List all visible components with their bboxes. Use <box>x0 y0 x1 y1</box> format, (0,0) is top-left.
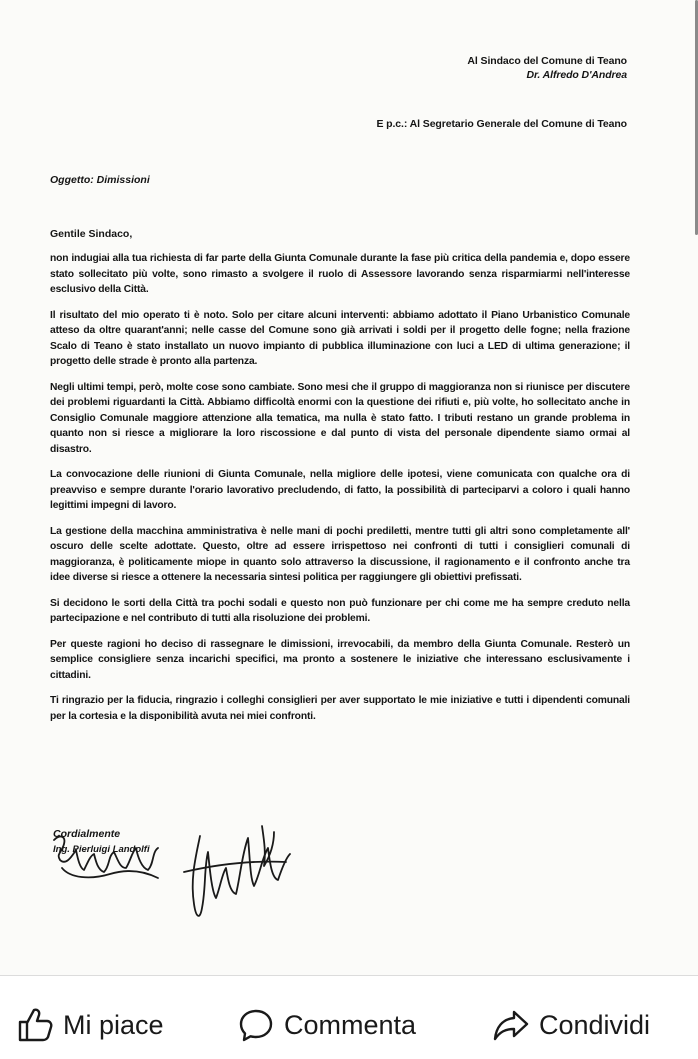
paragraph: La gestione della macchina amministrativa è nelle mani di pochi prediletti, mentre tutti gli altri sono completamente all' oscuro delle scelte adottate. Questo, oltre ad essere irrispettoso nei confronti di tutti i consiglieri comunali di maggioranza, è politicamente miope in quanto solo attraverso la discussione, il ragionamento e il confronto anche tra idee diverse si riesce a ottenere la necessaria sintesi politica per raggiungere gli obiettivi prefissati. <box>50 525 630 583</box>
divider <box>0 975 698 976</box>
letter-body <box>50 251 630 734</box>
paragraph: Negli ultimi tempi, però, molte cose sono cambiate. Sono mesi che il gruppo di maggioranza non si riunisce per discutere dei problemi riguardanti la Città. Abbiamo difficoltà enormi con la questione dei rifiuti e, più volte, ho sollecitato anche in Consiglio Comunale maggiore attenzione alla tematica, ma nulla è stato fatto. I tributi restano un grande problema in quanto non si riesce a migliorare la loro riscossione e dal punto di vista del personale dipendente siamo ormai al disastro. <box>50 381 630 455</box>
paragraph: non indugiai alla tua richiesta di far parte della Giunta Comunale durante la fase più critica della pandemia e, dopo essere stato sollecitato più volte, sono rimasto a svolgere il ruolo di Assessore lavorando senza risparmiarmi nell'interesse esclusivo della Città. <box>50 253 630 295</box>
signature-block <box>50 808 350 928</box>
paragraph: Ti ringrazio per la fiducia, ringrazio i colleghi consiglieri per aver supportato le mie iniziative e tutti i dipendenti comunali per la cortesia e la disponibilità avuta nei miei confronti. <box>50 695 630 722</box>
paragraph: Per queste ragioni ho deciso di rassegnare le dimissioni, irrevocabili, da membro della Giunta Comunale. Resterò un semplice consigliere senza incarichi specifici, ma pronto a sostenere le iniziative che interessano esclusivamente i cittadini. <box>50 638 630 681</box>
share-label: Condividi <box>539 1009 651 1040</box>
signer-name: Ing. Pierluigi Landolfi <box>53 844 150 855</box>
like-label: Mi piace <box>63 1009 164 1040</box>
post-action-bar <box>0 975 698 1059</box>
share-arrow-icon <box>492 1006 530 1044</box>
actions-row <box>0 1005 698 1045</box>
cc-line: E p.c.: Al Segretario Generale del Comune di Teano <box>376 118 627 130</box>
paragraph: Il risultato del mio operato ti è noto. Solo per citare alcuni interventi: abbiamo adottato il Piano Urbanistico Comunale atteso da oltre quarant'anni; nelle casse del Comune sono già arrivati i soldi per il progetto delle fogne; nella frazione Scalo di Teano è stato installato un nuovo impianto di pubblica illuminazione con luci a LED di ultima generazione; il progetto delle strade è pronto alla partenza. <box>50 309 630 367</box>
greeting: Gentile Sindaco, <box>50 228 133 240</box>
handwritten-signature <box>50 808 350 928</box>
paragraph: La convocazione delle riunioni di Giunta Comunale, nella migliore delle ipotesi, viene comunicata con qualche ora di preavviso e sempre durante l'orario lavorativo precludendo, di fatto, la possibilità di parteciparvi a coloro i quali hanno legittimi impegni di lavoro. <box>50 469 630 511</box>
closing: Cordialmente <box>53 828 121 840</box>
comment-button[interactable] <box>237 1005 416 1045</box>
subject-line: Oggetto: Dimissioni <box>50 174 150 186</box>
comment-label: Commenta <box>284 1009 417 1040</box>
like-button[interactable] <box>16 1005 164 1045</box>
thumbs-up-icon <box>16 1006 54 1044</box>
paragraph: Si decidono le sorti della Città tra pochi sodali e questo non può funzionare per chi come me ha sempre creduto nella partecipazione e nel contributo di tutti alla risoluzione dei problemi. <box>50 597 630 624</box>
recipient-line-1: Al Sindaco del Comune di Teano <box>467 55 627 67</box>
share-button[interactable] <box>492 1005 650 1045</box>
speech-bubble-icon <box>237 1006 275 1044</box>
recipient-line-2: Dr. Alfredo D'Andrea <box>526 69 627 81</box>
